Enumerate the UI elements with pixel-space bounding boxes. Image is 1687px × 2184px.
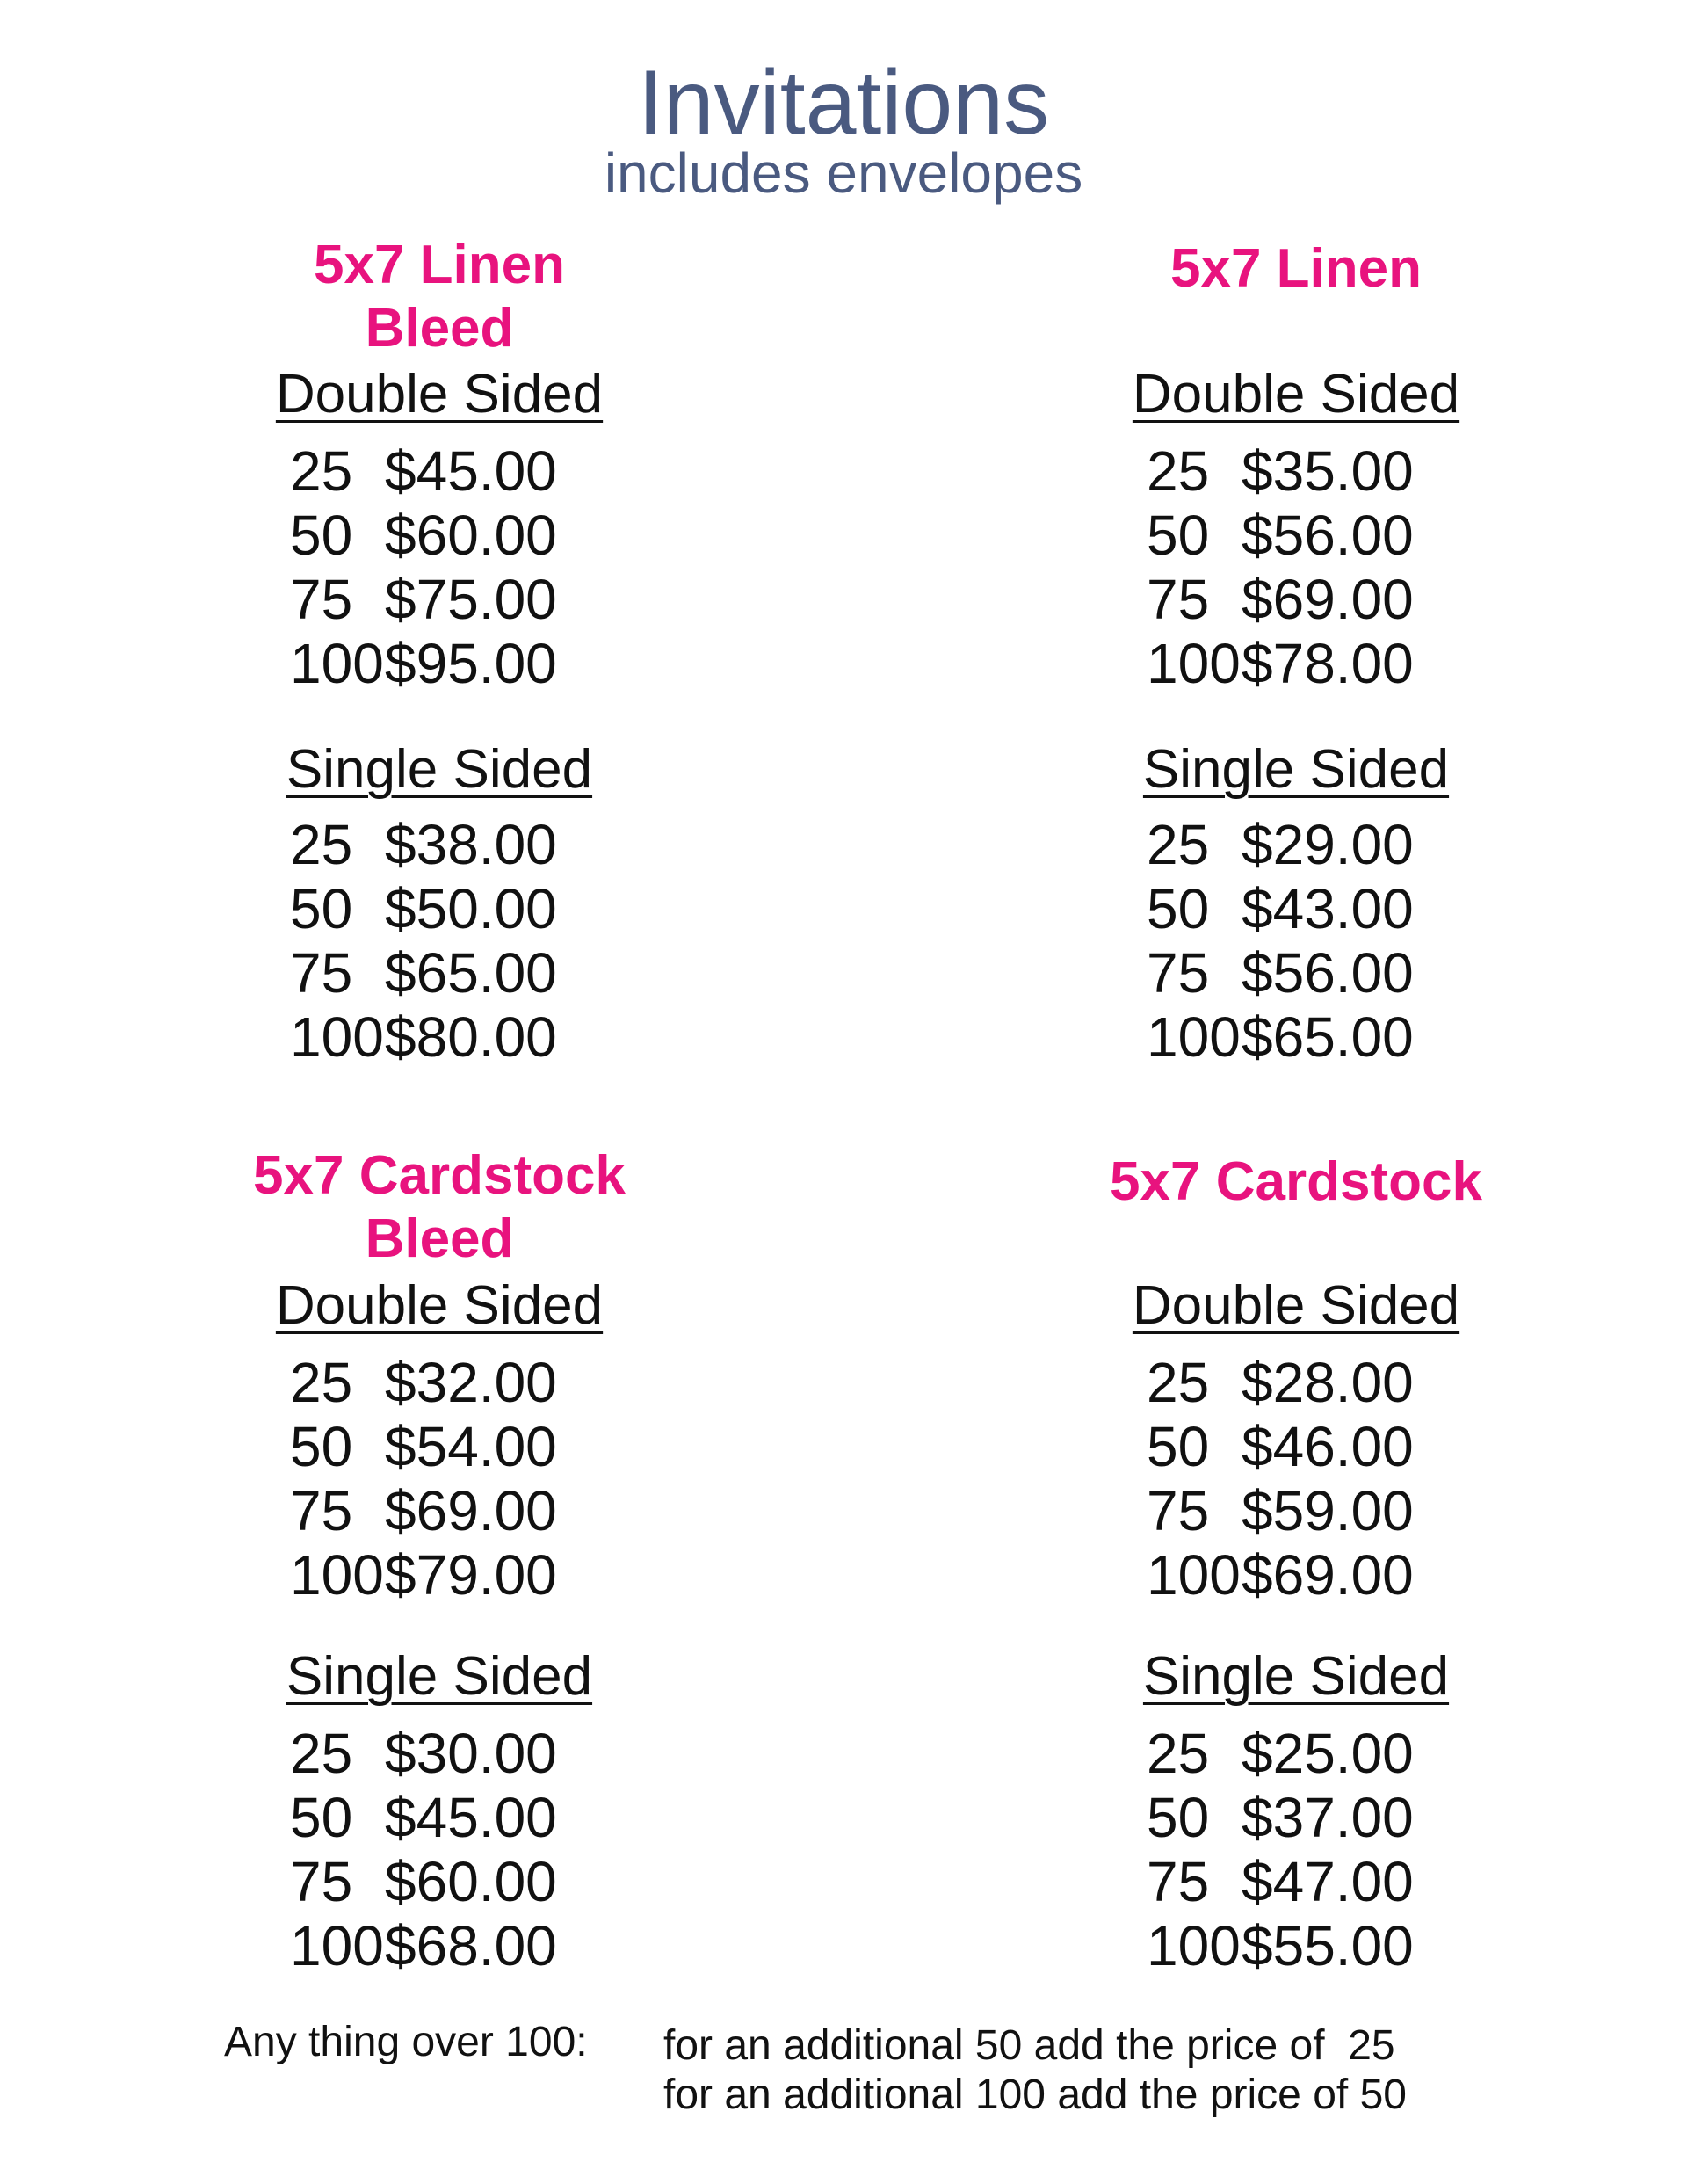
price-row: 25 $38.00 (290, 813, 557, 876)
price-row: 25 $28.00 (1147, 1351, 1414, 1414)
price-row: 25 $29.00 (1147, 813, 1414, 876)
price-row: 50 $60.00 (290, 504, 557, 567)
group-label-single-sided: Single Sided (286, 1646, 593, 1707)
price-row: 75 $75.00 (290, 568, 557, 631)
section-heading: 5x7 Linen (314, 235, 565, 295)
price-row: 25 $32.00 (290, 1351, 557, 1414)
price-row: 25 $30.00 (290, 1722, 557, 1785)
section-heading: 5x7 Linen (1170, 238, 1422, 299)
price-list-double-sided (1147, 1351, 1498, 1607)
footer-notes (663, 2021, 1407, 2120)
price-row: 50 $56.00 (1147, 504, 1414, 567)
group-label-single-sided: Single Sided (1142, 739, 1450, 800)
group-label-single-sided: Single Sided (1142, 1646, 1450, 1707)
price-list-double-sided (290, 1351, 641, 1607)
price-list-single-sided (1147, 1722, 1498, 1978)
price-row: 100$95.00 (290, 632, 557, 695)
page-subtitle: includes envelopes (604, 141, 1083, 205)
price-row: 50 $45.00 (290, 1786, 557, 1849)
price-row: 50 $54.00 (290, 1415, 557, 1478)
price-row: 25 $35.00 (1147, 439, 1414, 503)
group-label-double-sided: Double Sided (1132, 364, 1460, 424)
price-row: 100$55.00 (1147, 1914, 1414, 1977)
price-row: 100$69.00 (1147, 1543, 1414, 1607)
price-row: 75 $59.00 (1147, 1479, 1414, 1542)
price-row: 100$65.00 (1147, 1005, 1414, 1069)
price-row: 75 $65.00 (290, 941, 557, 1005)
section-heading: 5x7 Cardstock (1110, 1151, 1482, 1212)
section-heading-line2: Bleed (365, 298, 514, 359)
price-list-single-sided (1147, 813, 1498, 1070)
group-label-double-sided: Double Sided (275, 1275, 604, 1336)
price-row: 75 $69.00 (1147, 568, 1414, 631)
group-label-single-sided: Single Sided (286, 739, 593, 800)
price-list-single-sided (290, 1722, 641, 1978)
footer-label: Any thing over 100: (224, 2019, 588, 2065)
price-list-double-sided (290, 439, 641, 696)
price-row: 50 $50.00 (290, 877, 557, 940)
price-row: 75 $56.00 (1147, 941, 1414, 1005)
price-row: 50 $46.00 (1147, 1415, 1414, 1478)
price-row: 100$78.00 (1147, 632, 1414, 695)
price-row: 100$79.00 (290, 1543, 557, 1607)
price-list-single-sided (290, 813, 641, 1070)
price-row: 75 $60.00 (290, 1850, 557, 1913)
price-row: 75 $47.00 (1147, 1850, 1414, 1913)
price-row: 25 $45.00 (290, 439, 557, 503)
price-row: 75 $69.00 (290, 1479, 557, 1542)
footer-note-line: for an additional 100 add the price of 50 (663, 2072, 1407, 2118)
group-label-double-sided: Double Sided (1132, 1275, 1460, 1336)
price-row: 50 $37.00 (1147, 1786, 1414, 1849)
price-row: 100$80.00 (290, 1005, 557, 1069)
section-heading: 5x7 Cardstock (253, 1145, 626, 1206)
footer-note-line: for an additional 50 add the price of 25 (663, 2022, 1395, 2069)
page-title: Invitations (637, 52, 1050, 154)
price-row: 50 $43.00 (1147, 877, 1414, 940)
price-row: 25 $25.00 (1147, 1722, 1414, 1785)
price-list-double-sided (1147, 439, 1498, 696)
price-row: 100$68.00 (290, 1914, 557, 1977)
section-heading-line2: Bleed (365, 1208, 514, 1269)
group-label-double-sided: Double Sided (275, 364, 604, 424)
